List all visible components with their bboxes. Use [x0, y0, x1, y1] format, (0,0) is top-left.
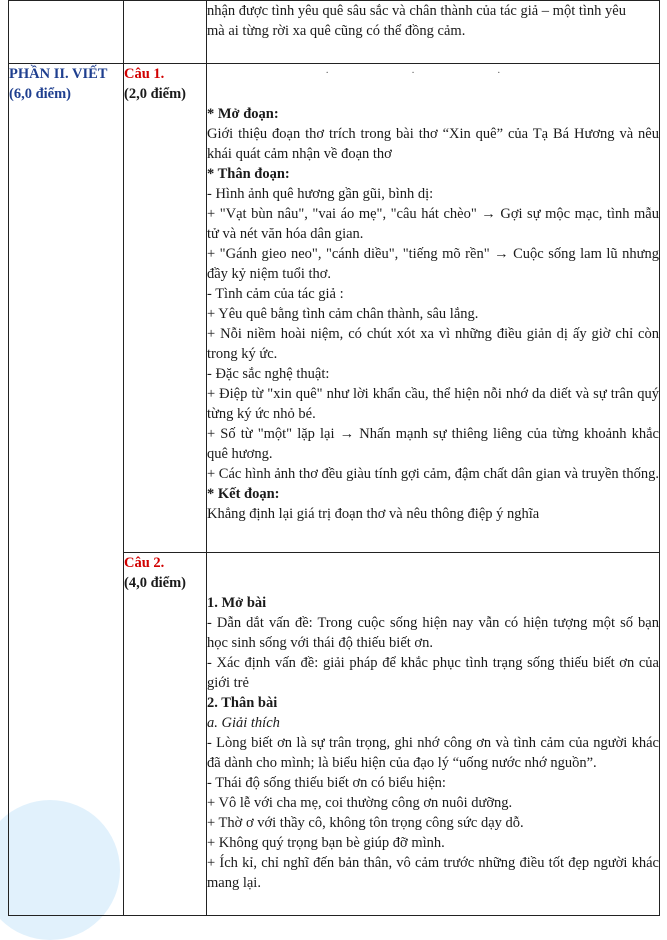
table-row: [9, 64, 660, 553]
answer-line: * Kết đoạn:: [207, 486, 280, 502]
question-1-points: (2,0 điểm): [124, 86, 187, 102]
question-1-answer: [207, 64, 660, 553]
empty-cell: [124, 1, 207, 64]
part-points: (6,0 điểm): [9, 86, 72, 102]
answer-line: - Hình ảnh quê hương gần gũi, bình dị:: [207, 186, 434, 202]
answer-line: + Vô lễ với cha mẹ, coi thường công ơn nuôi dưỡng.: [207, 795, 513, 811]
answer-line: + Điệp từ "xin quê" như lời khẩn cầu, thể hiện nỗi nhớ da diết và sự trân quý từng ký ức nhỏ bé.: [207, 386, 659, 422]
text-line: mà ai từng rời xa quê cũng có thể đồng cảm.: [207, 23, 466, 39]
part-title: PHẦN II. VIẾT: [9, 66, 108, 82]
question-1-label: Câu 1.: [124, 66, 165, 82]
answer-line: * Thân đoạn:: [207, 166, 290, 182]
text-line: nhận được tình yêu quê sâu sắc và chân thành của tác giả – một tình yêu: [207, 3, 626, 19]
answer-line: - Xác định vấn đề: giải pháp để khắc phục tình trạng sống thiếu biết ơn của giới trẻ: [207, 655, 659, 691]
answer-line: - Thái độ sống thiếu biết ơn có biểu hiện:: [207, 775, 446, 791]
answer-line: - Tình cảm của tác giả :: [207, 286, 344, 302]
answer-line: - Lòng biết ơn là sự trân trọng, ghi nhớ công ơn và tình cảm của người khác đã dành cho mình; là biểu hiện của đạo lý “uống nước nhớ nguồn”.: [207, 735, 659, 771]
answer-line: + Các hình ảnh thơ đều giàu tính gợi cảm, đậm chất dân gian và truyền thống.: [207, 466, 659, 482]
answer-line: + "Vạt bùn nâu", "vai áo mẹ", "câu hát chèo" → Gợi sự mộc mạc, tình mẫu tử và nét văn hóa dân gian.: [207, 206, 659, 242]
answer-line: + Không quý trọng bạn bè giúp đỡ mình.: [207, 835, 445, 851]
question-1-cell: [124, 64, 207, 553]
answer-line: 2. Thân bài: [207, 695, 278, 711]
answer-line: - Đặc sắc nghệ thuật:: [207, 366, 330, 382]
answer-line: + Nỗi niềm hoài niệm, có chút xót xa vì những điều giản dị ấy giờ chỉ còn trong ký ức.: [207, 326, 659, 362]
empty-cell: [9, 1, 124, 64]
answer-line: * Mở đoạn:: [207, 106, 279, 122]
answer-line: + Yêu quê bằng tình cảm chân thành, sâu lắng.: [207, 306, 479, 322]
dots-separator: · · ·: [325, 68, 541, 79]
question-2-answer: [207, 553, 660, 916]
answer-line: + "Gánh gieo neo", "cánh diều", "tiếng mõ rền" → Cuộc sống lam lũ nhưng đầy kỷ niệm tuổi thơ.: [207, 246, 659, 282]
previous-answer-cell: [207, 1, 660, 64]
table-row: [9, 1, 660, 64]
answer-line: + Ích kỉ, chỉ nghĩ đến bản thân, vô cảm trước những điều tốt đẹp người khác mang lại.: [207, 855, 659, 891]
question-2-label: Câu 2.: [124, 555, 165, 571]
answer-line: 1. Mở bài: [207, 595, 267, 611]
answer-line: Khẳng định lại giá trị đoạn thơ và nêu thông điệp ý nghĩa: [207, 506, 540, 522]
question-2-cell: [124, 553, 207, 916]
answer-table: [8, 0, 660, 916]
answer-line: - Dẫn dắt vấn đề: Trong cuộc sống hiện nay vẫn có hiện tượng một số bạn học sinh sống với thái độ thiếu biết ơn.: [207, 615, 659, 651]
answer-line: Giới thiệu đoạn thơ trích trong bài thơ “Xin quê” của Tạ Bá Hương và nêu khái quát cảm nhận về đoạn thơ: [207, 126, 659, 162]
question-2-points: (4,0 điểm): [124, 575, 187, 591]
part-cell: [9, 64, 124, 916]
answer-line: + Thờ ơ với thầy cô, không tôn trọng công sức dạy dỗ.: [207, 815, 524, 831]
answer-line: a. Giải thích: [207, 715, 280, 731]
answer-line: + Số từ "một" lặp lại → Nhấn mạnh sự thiêng liêng của từng khoảnh khắc quê hương.: [207, 426, 659, 462]
